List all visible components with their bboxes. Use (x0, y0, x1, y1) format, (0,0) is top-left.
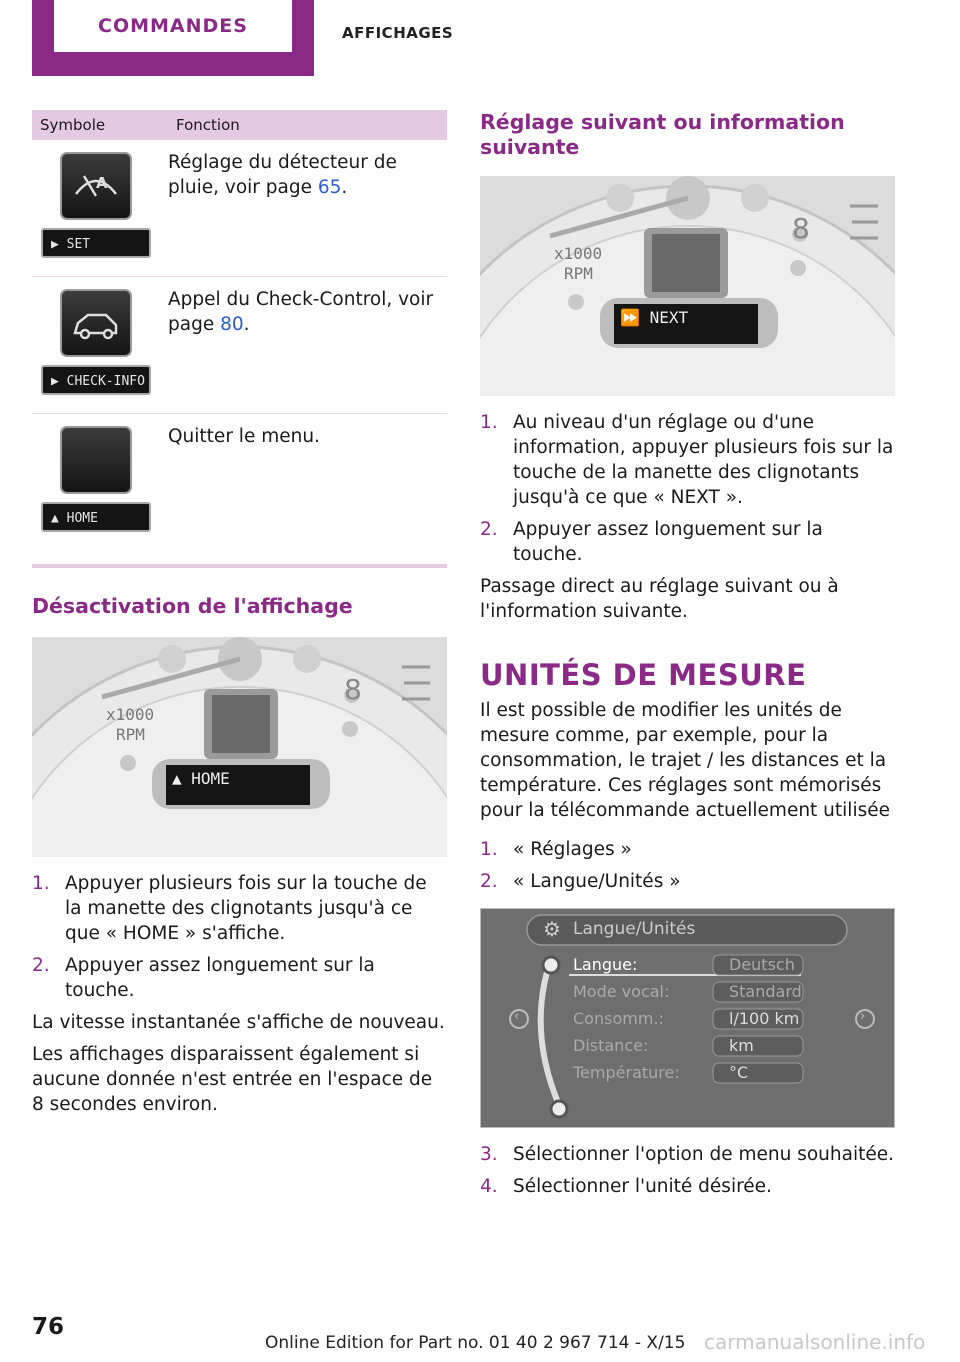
tab-commandes[interactable] (32, 0, 314, 76)
gauge-display-home: ▲ HOME (172, 769, 230, 788)
steps-list (32, 871, 447, 1003)
list-item (480, 517, 895, 567)
menu-item-value: l/100 km (729, 1009, 800, 1028)
symbol-table (32, 110, 447, 550)
table-row (32, 414, 447, 551)
svg-text:8: 8 (344, 673, 362, 706)
step-number: 2. (32, 955, 50, 976)
step-number: 2. (480, 871, 498, 892)
step-text: Appuyer assez longuement sur la touche. (513, 519, 823, 565)
step-text: « Réglages » (513, 839, 632, 860)
list-item (480, 837, 895, 862)
symbol-cell (32, 277, 168, 414)
list-item (480, 1142, 895, 1167)
menu-item-label[interactable]: Distance: (573, 1036, 649, 1055)
step-text: Au niveau d'un réglage ou d'une information, appuyer plusieurs fois sur la touche de la manette des clignotants jusqu'à ce que « NEXT ». (513, 412, 894, 508)
page-number: 76 (32, 1314, 65, 1340)
table-row (32, 277, 447, 414)
step-number: 1. (480, 839, 498, 860)
steps-list (480, 410, 895, 567)
paragraph-next: Passage direct au réglage suivant ou à l'information suivante. (480, 576, 839, 622)
svg-text:A: A (96, 174, 108, 192)
chevron-left-icon[interactable]: ‹ (514, 1009, 520, 1024)
chevron-right-icon[interactable]: › (860, 1009, 866, 1024)
language-units-screen (480, 908, 895, 1128)
gauge-scale: x1000 (106, 705, 155, 724)
svg-text:8: 8 (792, 212, 810, 245)
right-column (480, 110, 895, 1206)
lcd-check-info-label: CHECK-INFO (66, 374, 145, 389)
gauge-image-home (32, 637, 447, 857)
function-text-end: . (341, 177, 348, 198)
menu-item-label[interactable]: Langue: (573, 955, 638, 974)
header-tabs (0, 0, 960, 76)
paragraph-units: Il est possible de modifier les unités de mesure comme, par exemple, pour la consommation, le trajet / les distances et la température. Ces réglages sont mémorisés pour la télécommande actuellement utilisée (480, 700, 890, 821)
list-item (480, 869, 895, 894)
lcd-check-info: ▶ CHECK-INFO (41, 365, 151, 395)
step-text: Appuyer plusieurs fois sur la touche de la manette des clignotants jusqu'à ce que « HOME » s'affiche. (65, 873, 427, 944)
gear-icon: ⚙ (543, 917, 561, 941)
menu-item-value: km (729, 1036, 754, 1055)
menu-item-label[interactable]: Consomm.: (573, 1009, 664, 1028)
symbol-cell (32, 414, 168, 551)
car-check-button-icon (60, 289, 132, 357)
lcd-home: ▲ HOME (41, 502, 151, 532)
gauge-unit: RPM (564, 264, 593, 283)
watermark: carmanualsonline.info (704, 1330, 926, 1354)
function-text: Appel du Check-Control, voir page (168, 289, 434, 335)
function-text-end: . (243, 314, 250, 335)
steps-list-select (480, 1142, 895, 1199)
step-text: Sélectionner l'option de menu souhaitée. (513, 1144, 894, 1165)
symbol-cell (32, 140, 168, 277)
menu-item-label[interactable]: Mode vocal: (573, 982, 670, 1001)
list-item (32, 871, 447, 946)
table-end-rule (32, 564, 447, 568)
gauge-display-home-label: HOME (191, 769, 230, 788)
edition-text: Online Edition for Part no. 01 40 2 967 714 - X/15 (265, 1333, 686, 1353)
step-text: « Langue/Unités » (513, 871, 681, 892)
page-link[interactable]: 80 (220, 314, 244, 335)
heading-disable-display: Désactivation de l'affichage (32, 594, 353, 618)
paragraph-speed: La vitesse instantanée s'affiche de nouveau. (32, 1012, 445, 1033)
list-item (480, 1174, 895, 1199)
menu-title: Langue/Unités (573, 919, 696, 939)
gauge-display-next-label: NEXT (649, 308, 689, 327)
step-text: Sélectionner l'unité désirée. (513, 1176, 772, 1197)
lcd-set: ▶ SET (41, 228, 151, 258)
function-cell (168, 414, 447, 551)
function-text: Réglage du détecteur de pluie, voir page (168, 152, 397, 198)
steps-list-settings (480, 837, 895, 894)
step-number: 3. (480, 1144, 498, 1165)
step-number: 4. (480, 1176, 498, 1197)
function-cell (168, 140, 447, 277)
tab-affichages[interactable]: AFFICHAGES (342, 24, 454, 42)
blank-button-icon (60, 426, 132, 494)
gauge-scale: x1000 (554, 244, 603, 263)
rain-sensor-button-icon (60, 152, 132, 220)
table-row (32, 140, 447, 277)
lcd-home-label: HOME (66, 511, 98, 526)
page-link[interactable]: 65 (317, 177, 342, 198)
menu-item-value: Deutsch (729, 955, 795, 974)
menu-item-value: °C (729, 1063, 749, 1082)
gauge-unit: RPM (116, 725, 145, 744)
col-header-function: Fonction (168, 110, 447, 140)
menu-item-value: Standard (729, 982, 802, 1001)
menu-item-label[interactable]: Température: (573, 1063, 680, 1082)
col-header-symbol: Symbole (32, 110, 168, 140)
step-number: 1. (32, 873, 50, 894)
paragraph-timeout: Les affichages disparaissent également si aucune donnée n'est entrée en l'espace de 8 secondes environ. (32, 1044, 433, 1115)
tab-commandes-label: COMMANDES (54, 0, 292, 52)
function-cell (168, 277, 447, 414)
left-column (32, 110, 447, 1117)
gauge-image-next (480, 176, 895, 396)
step-number: 2. (480, 519, 498, 540)
section-title-units: UNITÉS DE MESURE (480, 658, 807, 692)
list-item (480, 410, 895, 510)
function-text: Quitter le menu. (168, 426, 320, 447)
step-number: 1. (480, 412, 498, 433)
gauge-display-next: ⏩ NEXT (620, 308, 689, 327)
step-text: Appuyer assez longuement sur la touche. (65, 955, 375, 1001)
lcd-set-label: SET (66, 237, 91, 252)
list-item (32, 953, 447, 1003)
heading-next-setting: Réglage suivant ou information suivante (480, 110, 845, 159)
